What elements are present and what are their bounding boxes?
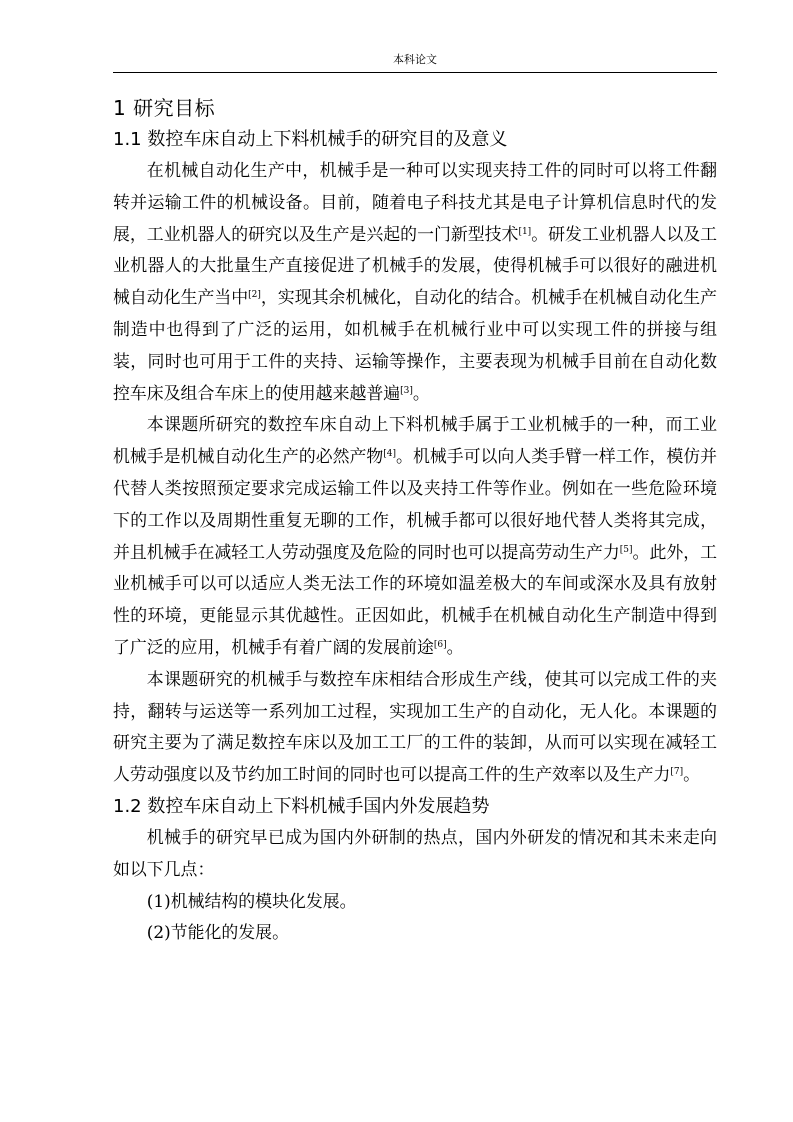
citation-6: [6]	[433, 639, 447, 650]
list-item-2: (2)节能化的发展。	[146, 922, 289, 943]
paragraph-4: 机械手的研究早已成为国内外研制的热点，国内外研发的情况和其未来走向如以下几点：	[113, 826, 717, 879]
paragraph-1-text-4: 。	[412, 382, 430, 403]
citation-7: [7]	[670, 767, 684, 778]
paragraph-3-text-1: 本课题研究的机械手与数控车床相结合形成生产线，使其可以完成工件的夹持，翻转与运送等一系列加工过程，实现加工生产的自动化，无人化。本课题的研究主要为了满足数控车床以及加工工厂的工件的装卸，从而可以实现在减轻工人劳动强度以及节约加工时间的同时也可以提高工件的生产效率以及生产力	[113, 668, 717, 785]
section-1-2-heading: 1.2 数控车床自动上下料机械手国内外发展趋势	[113, 795, 490, 817]
paragraph-3-text-2: 。	[683, 764, 701, 785]
paragraph-1	[113, 155, 717, 409]
list-item-1: (1)机械结构的模块化发展。	[146, 890, 357, 911]
paragraph-1-text-1: 在机械自动化生产中，机械手是一种可以实现夹持工件的同时可以将工件翻转并运输工件的机械设备。目前，随着电子科技尤其是电子计算机信息时代的发展，工业机器人的研究以及生产是兴起的一门新型技术	[113, 160, 717, 244]
paragraph-1-text-3: ，实现其余机械化，自动化的结合。机械手在机械自动化生产制造中也得到了广泛的运用，如机械手在机械行业中可以实现工件的拼接与组装，同时也可用于工件的夹持、运输等操作，主要表现为机械手目前在自动化数控车床及组合车床上的使用越来越普遍	[113, 287, 718, 403]
document-body	[113, 92, 717, 949]
running-header: 本科论文	[393, 53, 437, 66]
header-rule	[113, 72, 717, 73]
section-1-1-heading: 1.1 数控车床自动上下料机械手的研究目的及意义	[113, 129, 508, 150]
paragraph-1-text-2: 。研发工业机器人以及工业机器人的大批量生产直接促进了机械手的发展，使得机械手可以很好的融进机械自动化生产当中	[113, 223, 718, 308]
citation-4: [4]	[383, 449, 397, 460]
section-1-heading: 1 研究目标	[113, 96, 216, 120]
citation-5: [5]	[619, 544, 633, 555]
paragraph-2-text-4: 。	[446, 636, 464, 657]
citation-1: [1]	[518, 226, 532, 237]
citation-3: [3]	[400, 385, 413, 396]
paragraph-2-text-2: 。机械手可以向人类手臂一样工作，模仿并代替人类按照预定要求完成运输工件以及夹持工件等作业。例如在一些危险环境下的工作以及周期性重复无聊的工作，机械手都可以很好地代替人类将其完成，并且机械手在减轻工人劳动强度及危险的同时也可以提高劳动生产力	[113, 446, 718, 562]
paragraph-2-text-1: 本课题所研究的数控车床自动上下料机械手属于工业机械手的一种，而工业机械手是机械自动化生产的必然产物	[113, 414, 717, 467]
paragraph-2	[113, 409, 717, 663]
citation-2: [2]	[248, 290, 261, 301]
paragraph-3	[113, 664, 717, 791]
paragraph-2-text-3: 。此外，工业机械手可以可以适应人类无法工作的环境如温差极大的车间或深水及具有放射性的环境，更能显示其优越性。正因如此，机械手在机械自动化生产制造中得到了广泛的应用，机械手有着广阔的发展前途	[113, 541, 718, 657]
